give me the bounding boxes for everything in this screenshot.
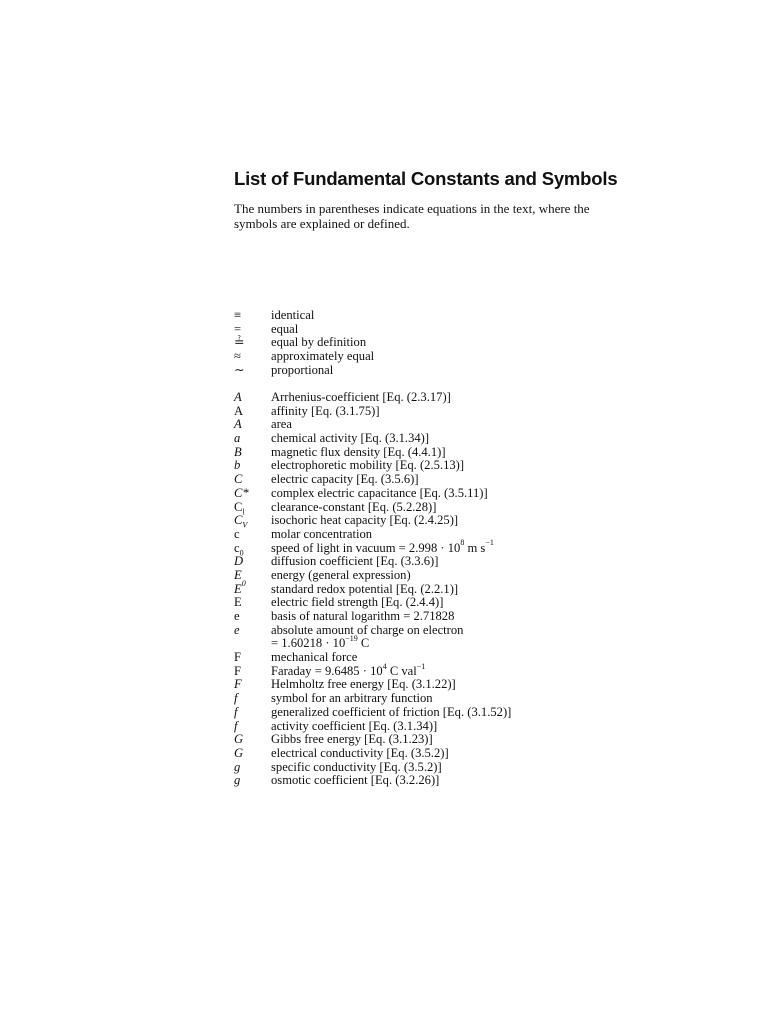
relation-description: identical [271,308,315,322]
symbol-letter: g [234,773,241,788]
description-text: mechanical force [271,650,358,665]
symbol-description [271,538,494,556]
symbol-description [271,473,419,487]
unit-exponent: −1 [416,661,426,671]
symbol-glyph [234,459,271,473]
symbol-letter: D [234,554,244,569]
symbol-row [234,678,511,692]
symbol-description [271,661,426,679]
description-text: energy (general expression) [271,567,411,582]
symbol-letter: C [234,513,243,528]
symbol-row [234,761,511,775]
symbol-glyph [234,446,271,460]
description-text: electric capacity [Eq. (3.5.6)] [271,472,419,487]
symbol-letter: F [234,677,242,692]
unit-text: m s [464,540,486,555]
symbol-row [234,538,511,558]
description-text: symbol for an arbitrary function [271,691,433,706]
symbol-description [271,501,436,515]
symbol-glyph [234,720,271,734]
unit-text: C val [386,663,417,678]
description-text: electrophoretic mobility [Eq. (2.5.13)] [271,458,465,473]
symbol-glyph [234,692,271,706]
relation-description: equal [271,321,299,336]
symbol-letter: c [234,526,240,541]
symbol-glyph [234,569,271,583]
symbol-description [271,761,442,775]
description-text: Arrhenius-coefficient [Eq. (2.3.17)] [271,390,451,404]
symbol-row [234,459,511,473]
symbol-row [234,579,511,597]
relation-row [234,364,374,378]
symbol-glyph [234,747,271,761]
symbol-glyph [234,473,271,487]
description-text: basis of natural logarithm = 2.71828 [271,609,455,623]
symbol-description [271,405,380,419]
symbol-description [234,634,370,651]
symbol-row [234,432,511,446]
symbol-row [234,624,511,638]
symbol-row [234,692,511,706]
symbol-row [234,706,511,720]
symbol-row-continuation [234,634,511,651]
symbol-letter: E [234,595,242,610]
relations-list [234,309,374,377]
relation-symbol: ≡ [234,308,242,322]
symbol-description [271,774,439,788]
page-title: List of Fundamental Constants and Symbols [234,168,618,189]
symbol-letter: A [234,390,242,404]
symbol-row [234,569,511,583]
relation-description: equal by definition [271,335,367,350]
symbol-row [234,528,511,542]
symbol-letter: G [234,745,244,760]
symbol-description [271,583,458,597]
symbol-glyph [234,418,271,432]
symbol-description [271,569,411,583]
description-text: Faraday = 9.6485 · 10 [271,663,383,678]
relation-row [234,309,374,323]
description-text: Helmholtz free energy [Eq. (3.1.22)] [271,677,456,692]
symbol-letter: f [234,704,238,719]
description-text: clearance-constant [Eq. (5.2.28)] [271,499,437,514]
symbol-letter: b [234,458,241,473]
symbol-row [234,661,511,679]
relation-row [234,350,374,364]
symbol-glyph [234,501,271,515]
symbol-row [234,596,511,610]
description-text: Gibbs free energy [Eq. (3.1.23)] [271,732,433,747]
description-text: isochoric heat capacity [Eq. (2.4.25)] [271,513,459,528]
symbol-glyph [234,542,271,556]
relation-description: proportional [271,362,334,377]
symbol-subscript: V [242,520,248,530]
symbol-letter: f [234,718,238,733]
symbol-glyph [234,596,271,610]
symbol-letter: e [234,609,240,623]
symbols-list [234,391,511,788]
description-text: complex electric capacitance [Eq. (3.5.11)] [271,485,488,500]
symbol-letter: F [234,663,242,678]
description-text: absolute amount of charge on electron [271,622,464,637]
symbol-description [271,720,437,734]
symbol-description [271,528,372,542]
symbol-letter: F [234,650,242,665]
symbol-row [234,747,511,761]
description-text: speed of light in vacuum = 2.998 · 10 [271,540,461,555]
description-text: diffusion coefficient [Eq. (3.3.6)] [271,554,439,569]
relation-row [234,323,374,337]
symbol-glyph [234,678,271,692]
intro-paragraph: The numbers in parentheses indicate equations in the text, where the symbols are explained or defined. [234,201,590,231]
symbol-glyph [234,761,271,775]
relation-description: approximately equal [271,349,375,364]
symbol-glyph [234,733,271,747]
symbol-description [271,733,433,747]
symbol-row [234,473,511,487]
symbol-letter: A [234,417,242,432]
exponent: −19 [345,634,358,644]
exponent: 4 [382,661,387,671]
symbol-description [271,596,443,610]
description-text: osmotic coefficient [Eq. (3.2.26)] [271,773,440,788]
symbol-row [234,418,511,432]
symbol-letter: C [234,499,243,514]
description-text: electric field strength [Eq. (2.4.4)] [271,595,444,610]
symbol-glyph [234,774,271,788]
symbol-description [271,610,454,624]
relation-symbol: ∼ [234,362,245,377]
symbol-description [271,446,446,460]
symbol-description [271,432,429,446]
symbol-letter: A [234,403,244,418]
symbol-row [234,733,511,747]
description-text: standard redox potential [Eq. (2.2.1)] [271,581,459,596]
symbol-row [234,487,511,501]
symbol-row [234,555,511,569]
symbol-letter: a [234,431,241,446]
symbol-letter: G [234,732,244,747]
symbol-glyph [234,487,271,501]
symbol-description [271,692,433,706]
symbol-letter: B [234,444,242,459]
symbol-row [234,405,511,419]
relation-symbol: ≈ [234,349,241,364]
unit-exponent: −1 [485,538,494,548]
symbol-description [271,418,292,432]
description-text: = 1.60218 · 10 [271,636,346,651]
description-text: area [271,417,292,432]
symbol-glyph [234,391,271,405]
symbol-description [271,624,463,638]
symbol-letter: C* [234,485,249,500]
description-text: affinity [Eq. (3.1.75)] [271,403,380,418]
symbol-letter: c [234,540,240,555]
symbol-description [271,747,449,761]
symbol-letter: E [234,567,242,582]
symbol-description [271,487,488,501]
symbol-glyph [234,405,271,419]
description-text: molar concentration [271,526,373,541]
description-text: generalized coefficient of friction [Eq. (3.1.52)] [271,704,512,719]
description-text: activity coefficient [Eq. (3.1.34)] [271,718,438,733]
symbol-letter: g [234,759,241,774]
symbol-description [271,555,438,569]
symbol-subscript: l [242,507,245,517]
exponent: 8 [460,538,465,548]
symbol-glyph [234,432,271,446]
description-text: magnetic flux density [Eq. (4.4.1)] [271,444,446,459]
symbol-row [234,514,511,528]
symbol-glyph [234,706,271,720]
description-text: electrical conductivity [Eq. (3.5.2)] [271,745,449,760]
symbol-letter: E [234,581,242,596]
symbol-description [271,459,464,473]
symbol-glyph [234,555,271,569]
description-text: chemical activity [Eq. (3.1.34)] [271,431,430,446]
symbol-superscript: 0 [241,579,246,589]
description-text: specific conductivity [Eq. (3.5.2)] [271,759,442,774]
symbol-glyph [234,651,271,665]
symbol-description [271,651,357,665]
symbol-row [234,501,511,515]
relation-symbol: = [234,321,242,336]
symbol-glyph [234,528,271,542]
relation-symbol: ≟ [234,335,245,350]
symbol-glyph [234,610,271,624]
symbol-row [234,446,511,460]
symbol-letter: e [234,622,240,637]
symbol-letter: f [234,691,238,706]
symbol-glyph [234,665,271,679]
symbol-row [234,720,511,734]
symbol-description [271,678,456,692]
symbol-row [234,774,511,788]
symbol-description [271,706,511,720]
relation-row [234,336,374,350]
unit-text: C [357,636,370,651]
symbol-description [271,514,458,528]
symbol-row [234,651,511,665]
symbol-glyph [234,514,271,528]
symbol-glyph [234,579,271,597]
symbol-subscript: 0 [239,548,244,558]
symbol-letter: C [234,472,243,487]
symbol-description [271,391,451,405]
symbol-row [234,391,511,405]
symbol-glyph [234,624,271,638]
symbol-row [234,610,511,624]
